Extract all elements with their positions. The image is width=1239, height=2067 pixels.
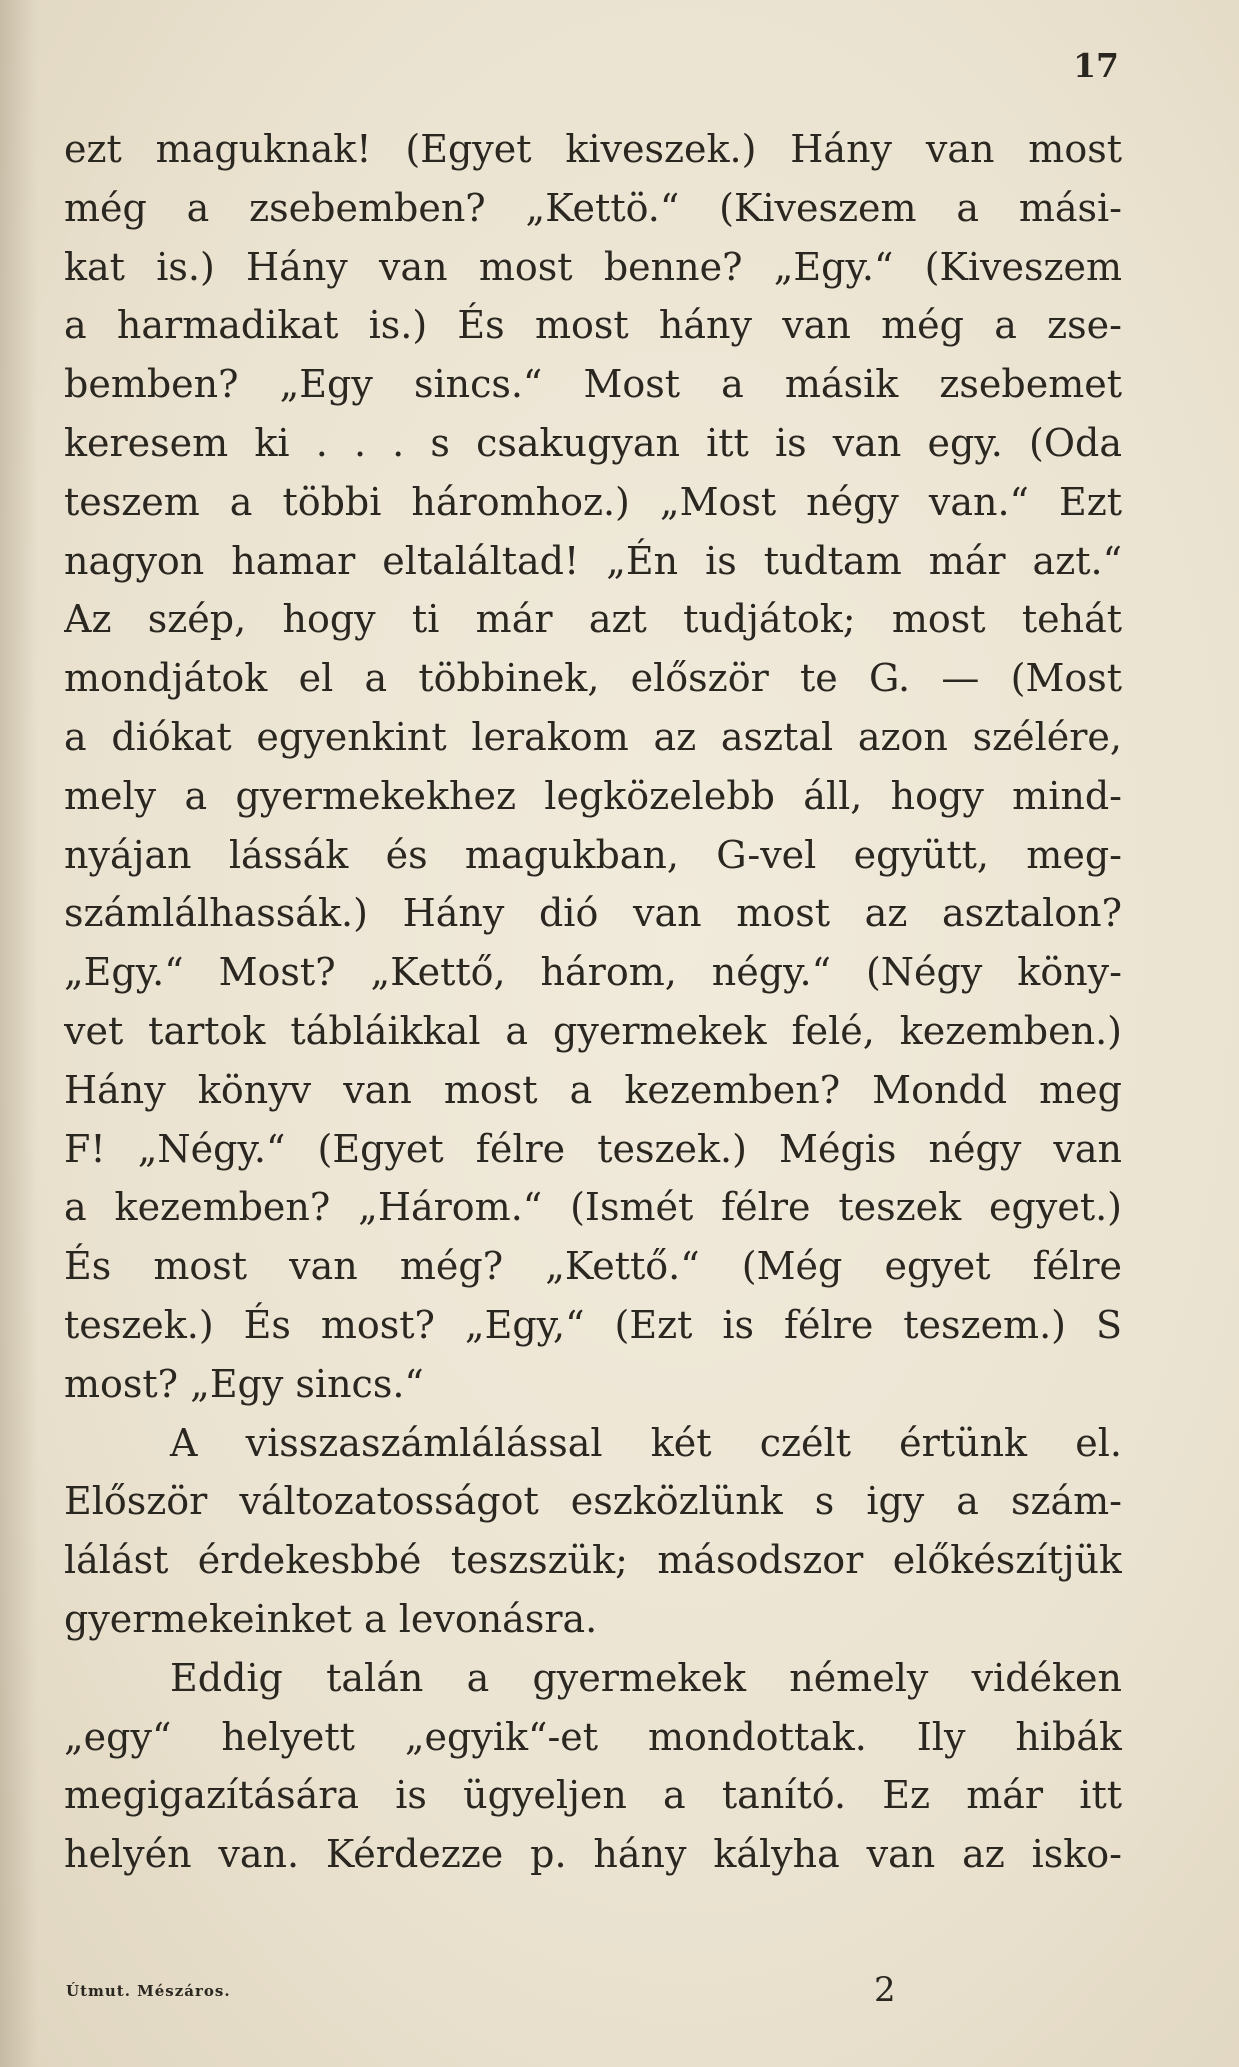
text-line: mondjátok el a többinek, először te G. — (Most — [64, 656, 1122, 701]
text-line-paragraph-start: A visszaszámlálással két czélt értünk el. — [170, 1420, 1122, 1465]
text-line: a harmadikat is.) És most hány van még a zse- — [64, 303, 1122, 348]
text-line: F! „Négy.“ (Egyet félre teszek.) Mégis négy van — [64, 1126, 1122, 1171]
text-line: megigazítására is ügyeljen a tanító. Ez már itt — [64, 1773, 1122, 1818]
text-line: lálást érdekesbbé teszszük; másodszor előkészítjük — [64, 1538, 1122, 1583]
text-line: bemben? „Egy sincs.“ Most a másik zsebemet — [64, 362, 1122, 407]
text-line: teszek.) És most? „Egy,“ (Ezt is félre teszem.) S — [64, 1302, 1122, 1347]
text-line: ezt maguknak! (Egyet kiveszek.) Hány van most — [64, 127, 1122, 171]
text-line: keresem ki . . . s csakugyan itt is van egy. (Oda — [64, 420, 1122, 465]
text-line: kat is.) Hány van most benne? „Egy.“ (Kiveszem — [64, 244, 1122, 289]
text-line: a kezemben? „Három.“ (Ismét félre teszek egyet.) — [64, 1185, 1122, 1230]
text-line: nagyon hamar eltaláltad! „Én is tudtam már azt.“ — [64, 538, 1122, 583]
sheet-number: 2 — [874, 1970, 896, 2010]
text-line-paragraph-start: Eddig talán a gyermekek némely vidéken — [170, 1655, 1122, 1700]
text-line: nyájan lássák és magukban, G-vel együtt, meg- — [64, 832, 1122, 877]
text-line: Hány könyv van most a kezemben? Mondd meg — [64, 1067, 1122, 1112]
text-line: helyén van. Kérdezze p. hány kályha van az isko- — [64, 1832, 1122, 1877]
text-line: mely a gyermekekhez legközelebb áll, hogy mind- — [64, 773, 1122, 818]
text-line: És most van még? „Kettő.“ (Még egyet félre — [64, 1244, 1122, 1289]
text-line: a diókat egyenkint lerakom az asztal azon szélére, — [64, 714, 1122, 759]
text-line: „egy“ helyett „egyik“-et mondottak. Ily hibák — [64, 1714, 1122, 1759]
text-line: még a zsebemben? „Kettö.“ (Kiveszem a mási- — [64, 185, 1122, 230]
text-line: számlálhassák.) Hány dió van most az asztalon? — [64, 891, 1122, 936]
body-text — [64, 120, 1122, 1884]
page-number: 17 — [1073, 46, 1119, 85]
text-line-paragraph-end: most? „Egy sincs.“ — [64, 1361, 424, 1406]
text-line-paragraph-end: gyermekeinket a levonásra. — [64, 1596, 598, 1641]
text-line: teszem a többi háromhoz.) „Most négy van.“ Ezt — [64, 479, 1122, 524]
text-line: Az szép, hogy ti már azt tudjátok; most tehát — [64, 597, 1122, 642]
text-line: vet tartok tábláikkal a gyermekek felé, kezemben.) — [64, 1008, 1122, 1053]
signature-mark: Útmut. Mészáros. — [66, 1982, 231, 2000]
gutter-shadow — [0, 0, 38, 2067]
text-line: „Egy.“ Most? „Kettő, három, négy.“ (Négy köny- — [64, 950, 1122, 995]
page-footer — [66, 1970, 1066, 2010]
text-line: Először változatosságot eszközlünk s igy a szám- — [64, 1479, 1122, 1524]
